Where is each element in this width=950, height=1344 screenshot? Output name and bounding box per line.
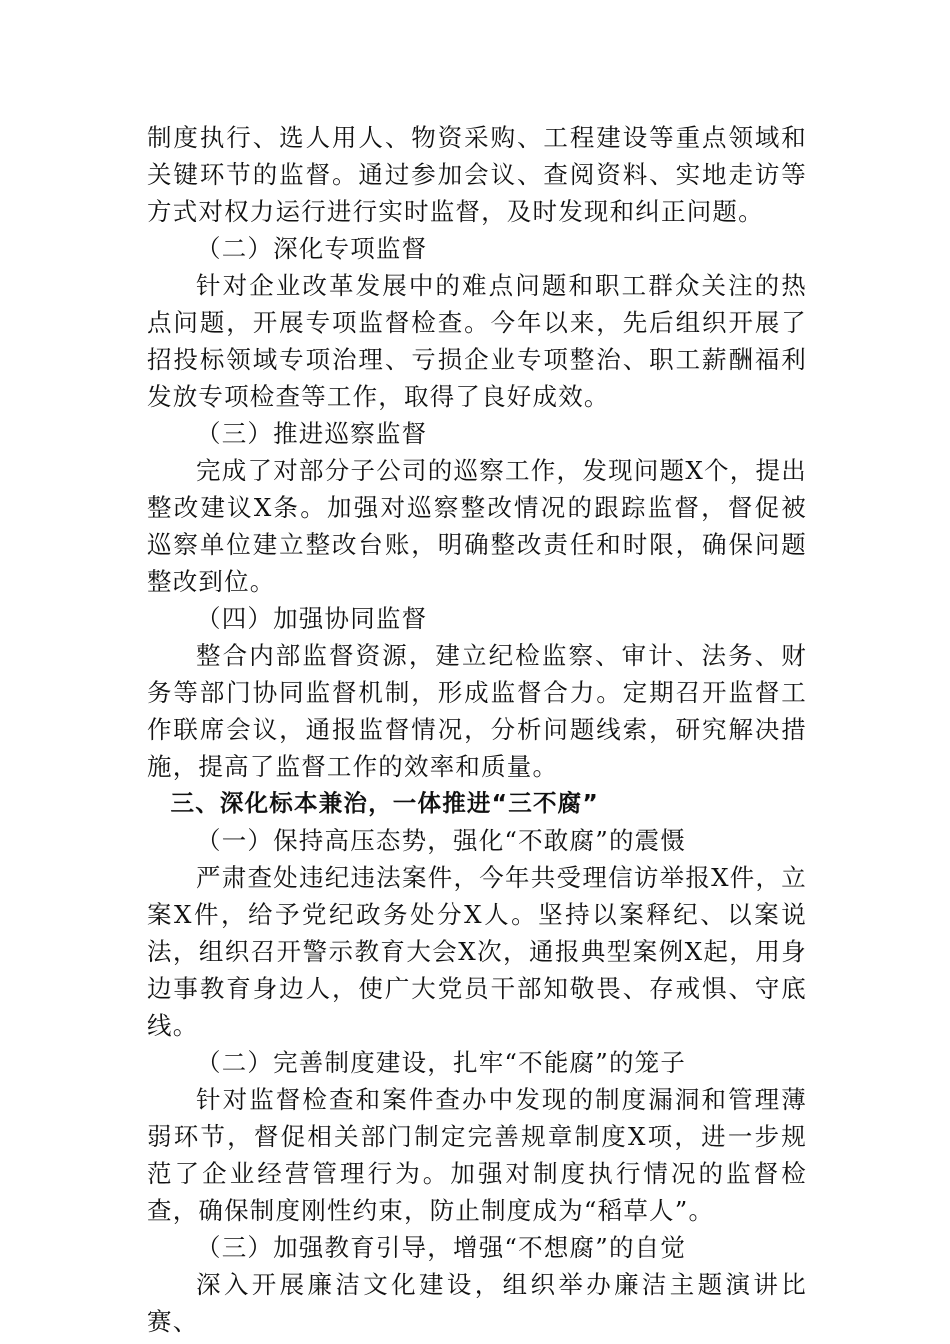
paragraph-inspection-supervision: 完成了对部分子公司的巡察工作，发现问题X个，提出整改建议X条。加强对巡察整改情况的跟踪监督，督促被巡察单位建立整改台账，明确整改责任和时限，确保问题整改到位。 <box>147 456 807 596</box>
paragraph-dare-not-corrupt: 严肃查处违纪违法案件，今年共受理信访举报X件，立案X件，给予党纪政务处分X人。坚持以案释纪、以案说法，组织召开警示教育大会X次，通报典型案例X起，用身边事教育身边人，使广大党员干部知敬畏、存戒惧、守底线。 <box>147 863 807 1040</box>
paragraph-integrity-culture: 深入开展廉洁文化建设，组织举办廉洁主题演讲比赛、 <box>147 1270 807 1336</box>
paragraph-continuation: 制度执行、选人用人、物资采购、工程建设等重点领域和关键环节的监督。通过参加会议、查阅资料、实地走访等方式对权力运行进行实时监督，及时发现和纠正问题。 <box>147 123 807 226</box>
document-body <box>147 119 807 1340</box>
subheading-coordinated-supervision: （四）加强协同监督 <box>196 604 428 633</box>
section-heading-three-no-corruption: 三、深化标本兼治，一体推进“三不腐” <box>170 789 599 817</box>
paragraph-coordinated-supervision: 整合内部监督资源，建立纪检监察、审计、法务、财务等部门协同监督机制，形成监督合力。定期召开监督工作联席会议，通报监督情况，分析问题线索，研究解决措施，提高了监督工作的效率和质量。 <box>147 641 807 781</box>
subheading-deepen-special-supervision: （二）深化专项监督 <box>196 234 428 263</box>
subheading-cannot-corrupt: （二）完善制度建设，扎牢“不能腐”的笼子 <box>196 1048 687 1077</box>
paragraph-special-supervision: 针对企业改革发展中的难点问题和职工群众关注的热点问题，开展专项监督检查。今年以来，先后组织开展了招投标领域专项治理、亏损企业专项整治、职工薪酬福利发放专项检查等工作，取得了良好成效。 <box>147 271 807 411</box>
subheading-inspection-supervision: （三）推进巡察监督 <box>196 419 428 448</box>
subheading-dare-not-corrupt: （一）保持高压态势，强化“不敢腐”的震慑 <box>196 826 687 855</box>
subheading-do-not-want-corrupt: （三）加强教育引导，增强“不想腐”的自觉 <box>196 1233 687 1262</box>
paragraph-cannot-corrupt: 针对监督检查和案件查办中发现的制度漏洞和管理薄弱环节，督促相关部门制定完善规章制度X项，进一步规范了企业经营管理行为。加强对制度执行情况的监督检查，确保制度刚性约束，防止制度成为“稻草人”。 <box>147 1085 807 1225</box>
